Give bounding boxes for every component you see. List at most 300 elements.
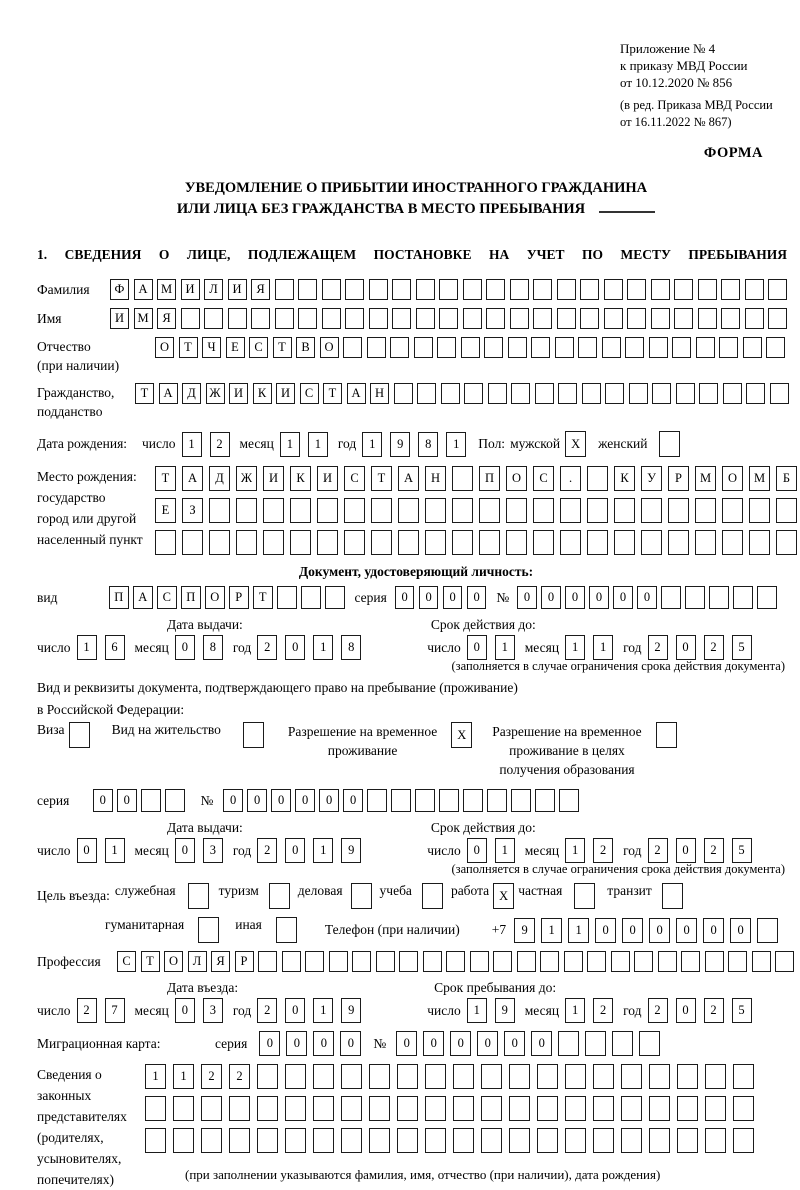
purpose-study: учеба	[380, 883, 443, 909]
surname-cells	[110, 279, 787, 300]
form-cell	[345, 279, 364, 300]
form-title-line2-wrap	[37, 199, 795, 220]
form-cell	[627, 308, 646, 329]
form-cell	[463, 279, 482, 300]
form-cell	[564, 951, 583, 972]
form-cell	[585, 1031, 606, 1056]
form-cell: X	[493, 883, 514, 909]
patronymic-label: Отчество (при наличии)	[37, 339, 120, 373]
form-cell	[209, 498, 230, 523]
month-label: месяц	[134, 1002, 169, 1018]
form-cell	[352, 951, 371, 972]
residence-permit-label: Вид на жительство	[111, 722, 221, 737]
form-cell: 0	[531, 1031, 552, 1056]
form-cell	[685, 586, 705, 609]
form-cell	[425, 530, 446, 555]
form-cell	[209, 530, 230, 555]
purpose-humanitarian-checkbox	[198, 917, 219, 943]
birth-place-label: Место рождения: государство город или другой населенный пункт	[37, 469, 143, 547]
passport-dates-row	[37, 635, 795, 660]
temp-residence-edu-label: Разрешение на временное проживание в целях получения образования	[492, 724, 642, 777]
rvp-expiry-note: (заполняется в случае ограничения срока действия документа)	[451, 862, 785, 876]
rvp-expiry-day	[467, 838, 515, 863]
rvp-issue-year	[257, 838, 361, 863]
form-cell	[181, 308, 200, 329]
annex-line: Приложение № 4	[620, 41, 716, 56]
form-cell	[695, 530, 716, 555]
form-cell	[627, 279, 646, 300]
day-label: число	[142, 436, 176, 451]
form-cell	[251, 308, 270, 329]
form-cell: Т	[179, 337, 198, 358]
form-cell: Ж	[236, 466, 257, 491]
form-cell	[367, 337, 386, 358]
form-cell: 0	[637, 586, 657, 609]
form-cell	[557, 279, 576, 300]
form-cell: Б	[776, 466, 797, 491]
form-cell: Я	[211, 951, 230, 972]
form-cell: 1	[280, 432, 300, 457]
form-cell: 3	[203, 838, 223, 863]
rvp-issue-group	[37, 838, 371, 863]
form-cell: 9	[341, 838, 361, 863]
form-cell: 9	[341, 998, 361, 1023]
residence-permit-options	[37, 722, 795, 779]
form-cell	[290, 530, 311, 555]
form-cell	[398, 530, 419, 555]
form-cell	[415, 789, 435, 812]
form-cell: 2	[210, 432, 230, 457]
form-cell	[705, 1096, 726, 1121]
form-cell	[535, 789, 555, 812]
form-cell: 2	[648, 998, 668, 1023]
identity-doc-kind-label: вид	[37, 589, 58, 605]
form-cell	[651, 308, 670, 329]
form-cell: Т	[155, 466, 176, 491]
form-cell	[560, 530, 581, 555]
rvp-dates-row	[37, 838, 795, 863]
citizenship-cells	[135, 383, 789, 404]
form-cell	[580, 279, 599, 300]
visa-option	[37, 722, 90, 748]
form-cell: П	[109, 586, 129, 609]
form-cell	[533, 308, 552, 329]
birth-place-row	[37, 466, 795, 562]
form-cell: 8	[341, 635, 361, 660]
form-cell	[182, 530, 203, 555]
month-label: месяц	[239, 436, 274, 451]
form-cell	[533, 530, 554, 555]
form-cell: 0	[703, 918, 724, 943]
form-cell	[510, 308, 529, 329]
form-cell: 2	[648, 635, 668, 660]
day-label: число	[37, 842, 71, 858]
form-cell: И	[228, 279, 247, 300]
section1-heading: 1. СВЕДЕНИЯ О ЛИЦЕ, ПОДЛЕЖАЩЕМ ПОСТАНОВКЕ НА УЧЕТ ПО МЕСТУ ПРЕБЫВАНИЯ	[37, 247, 787, 262]
form-cell: 0	[396, 1031, 417, 1056]
form-cell	[392, 308, 411, 329]
form-cell	[560, 498, 581, 523]
rvp-expiry-month	[565, 838, 613, 863]
form-cell	[535, 383, 554, 404]
form-cell	[537, 1064, 558, 1089]
form-cell: И	[263, 466, 284, 491]
purpose-humanitarian: гуманитарная	[105, 917, 219, 943]
form-cell: Я	[157, 308, 176, 329]
form-cell	[509, 1064, 530, 1089]
form-cell: Л	[204, 279, 223, 300]
form-cell: 1	[313, 998, 333, 1023]
purpose-tourism-checkbox	[269, 883, 290, 909]
form-cell: 0	[676, 838, 696, 863]
form-cell	[614, 498, 635, 523]
patronymic-cells	[155, 337, 785, 358]
form-cell: 0	[285, 998, 305, 1023]
form-cell	[757, 586, 777, 609]
form-cell: 0	[77, 838, 97, 863]
profession-cells	[117, 951, 794, 972]
form-title	[37, 178, 795, 220]
birth-year-cells	[362, 432, 466, 457]
form-cell	[343, 337, 362, 358]
form-cell	[481, 1128, 502, 1153]
form-cell	[649, 1064, 670, 1089]
form-cell: И	[317, 466, 338, 491]
form-cell	[479, 498, 500, 523]
citizenship-label: Гражданство, подданство	[37, 385, 115, 419]
title-blank-underline	[599, 211, 655, 213]
form-cell	[425, 498, 446, 523]
form-cell: 0	[285, 635, 305, 660]
purpose-row2	[37, 917, 795, 943]
form-cell	[580, 308, 599, 329]
year-label: год	[232, 639, 252, 655]
surname-row	[37, 279, 795, 300]
form-cell: П	[479, 466, 500, 491]
form-cell: 1	[568, 918, 589, 943]
form-cell	[705, 951, 724, 972]
form-cell	[745, 308, 764, 329]
form-cell	[721, 279, 740, 300]
form-cell: 9	[514, 918, 535, 943]
form-cell: С	[344, 466, 365, 491]
form-cell	[558, 1031, 579, 1056]
form-cell: 2	[704, 635, 724, 660]
representatives-note: (при заполнении указываются фамилия, имя, отчество (при наличии), дата рождения)	[185, 1167, 661, 1182]
form-cell	[439, 789, 459, 812]
form-cell: 8	[203, 635, 223, 660]
form-cell: В	[296, 337, 315, 358]
birth-place-cells-row1	[155, 466, 797, 491]
form-cell: 1	[541, 918, 562, 943]
identity-doc-row	[37, 586, 795, 609]
form-cell: 0	[504, 1031, 525, 1056]
form-cell: Ж	[206, 383, 225, 404]
form-cell	[649, 1096, 670, 1121]
passport-expiry-group	[427, 635, 761, 660]
sex-female-label: женский	[598, 436, 648, 451]
form-cell: 2	[648, 838, 668, 863]
form-cell	[509, 1096, 530, 1121]
form-cell	[651, 279, 670, 300]
month-label: месяц	[524, 842, 560, 858]
form-cell: 0	[419, 586, 439, 609]
form-cell	[533, 498, 554, 523]
form-cell	[593, 1064, 614, 1089]
stay-day	[467, 998, 515, 1023]
form-cell	[506, 498, 527, 523]
form-cell: А	[398, 466, 419, 491]
form-cell	[511, 789, 531, 812]
form-cell: Я	[251, 279, 270, 300]
form-cell: 0	[477, 1031, 498, 1056]
form-cell	[453, 1128, 474, 1153]
form-cell: Р	[668, 466, 689, 491]
form-cell	[351, 883, 372, 909]
form-cell	[422, 883, 443, 909]
phone-cells	[514, 918, 778, 943]
form-cell	[369, 308, 388, 329]
birth-day-cells	[182, 432, 230, 457]
entry-dates-row	[37, 998, 795, 1023]
representatives-cells-row3	[145, 1128, 754, 1153]
phone-prefix: +7	[491, 922, 507, 937]
form-cell	[414, 337, 433, 358]
form-cell: А	[347, 383, 366, 404]
form-cell	[155, 530, 176, 555]
form-cell: 0	[117, 789, 137, 812]
entry-year	[257, 998, 361, 1023]
form-cell: Д	[209, 466, 230, 491]
form-cell: 7	[105, 998, 125, 1023]
form-cell	[746, 383, 765, 404]
temp-residence-checkbox	[451, 722, 472, 748]
form-cell	[674, 308, 693, 329]
purpose-private: частная	[518, 883, 595, 909]
form-cell	[593, 1096, 614, 1121]
form-cell	[649, 337, 668, 358]
form-cell	[537, 1128, 558, 1153]
form-cell	[257, 1128, 278, 1153]
rvp-date-headers	[37, 820, 795, 836]
form-cell	[587, 530, 608, 555]
form-cell: О	[205, 586, 225, 609]
form-cell	[341, 1064, 362, 1089]
form-cell: 0	[622, 918, 643, 943]
profession-row	[37, 951, 795, 972]
form-cell: 0	[271, 789, 291, 812]
form-cell	[487, 789, 507, 812]
form-cell	[641, 530, 662, 555]
form-cell: 0	[467, 838, 487, 863]
form-cell	[484, 337, 503, 358]
identity-doc-number-label: №	[496, 589, 510, 605]
form-cell	[344, 498, 365, 523]
form-cell: X	[565, 431, 586, 457]
form-cell	[243, 722, 264, 748]
form-cell: 0	[423, 1031, 444, 1056]
form-cell: Н	[425, 466, 446, 491]
form-cell	[768, 308, 787, 329]
day-label: число	[427, 1002, 461, 1018]
form-cell	[582, 383, 601, 404]
form-cell: 1	[145, 1064, 166, 1089]
form-cell: 0	[395, 586, 415, 609]
form-cell: У	[641, 466, 662, 491]
year-label: год	[623, 639, 642, 655]
purpose-business-checkbox	[351, 883, 372, 909]
form-cell: 1	[565, 838, 585, 863]
form-cell	[723, 383, 742, 404]
rvp-expiry-group	[427, 838, 761, 863]
purpose-row1	[37, 883, 795, 909]
form-cell: Т	[135, 383, 154, 404]
form-cell: 1	[495, 635, 515, 660]
form-cell	[578, 337, 597, 358]
day-label: число	[37, 639, 71, 655]
visa-label: Виза	[37, 722, 65, 737]
annex-line: от 10.12.2020 № 856	[620, 75, 733, 90]
form-cell	[322, 308, 341, 329]
form-cell	[768, 279, 787, 300]
form-cell	[559, 789, 579, 812]
form-cell	[565, 1096, 586, 1121]
form-cell	[506, 530, 527, 555]
form-cell	[621, 1064, 642, 1089]
form-cell: З	[182, 498, 203, 523]
passport-expiry-year	[648, 635, 752, 660]
form-cell	[558, 383, 577, 404]
form-cell	[604, 279, 623, 300]
visa-checkbox	[69, 722, 90, 748]
form-cell: 1	[77, 635, 97, 660]
birth-date-row	[37, 431, 795, 457]
form-cell	[540, 951, 559, 972]
day-label: число	[427, 639, 461, 655]
form-cell	[298, 308, 317, 329]
form-cell	[229, 1096, 250, 1121]
form-cell	[681, 951, 700, 972]
form-cell: 2	[593, 998, 613, 1023]
form-cell	[397, 1064, 418, 1089]
form-cell	[416, 308, 435, 329]
year-label: год	[623, 842, 642, 858]
birth-place-cells-row2	[155, 498, 797, 523]
form-cell	[743, 337, 762, 358]
form-cell	[719, 337, 738, 358]
form-cell: К	[290, 466, 311, 491]
form-cell	[201, 1096, 222, 1121]
form-cell	[614, 530, 635, 555]
form-cell	[392, 279, 411, 300]
representatives-row	[37, 1064, 795, 1190]
form-cell	[676, 383, 695, 404]
identity-doc-series-label: серия	[354, 589, 387, 605]
form-cell	[752, 951, 771, 972]
form-cell: 5	[732, 838, 752, 863]
form-cell	[470, 951, 489, 972]
form-cell	[141, 789, 161, 812]
passport-expiry-header: Срок действия до:	[430, 617, 536, 632]
form-cell	[509, 1128, 530, 1153]
form-cell: Т	[371, 466, 392, 491]
form-cell: 6	[105, 635, 125, 660]
profession-label: Профессия	[37, 953, 101, 969]
temp-residence-edu-option	[492, 722, 676, 779]
purpose-transit: транзит	[607, 883, 683, 909]
form-cell	[587, 951, 606, 972]
form-cell: С	[249, 337, 268, 358]
entry-date-header: Дата въезда:	[167, 980, 239, 995]
form-cell	[770, 383, 789, 404]
form-cell: М	[749, 466, 770, 491]
annex-reference	[620, 40, 795, 131]
annex-edition-note	[620, 97, 795, 131]
form-cell	[425, 1064, 446, 1089]
form-cell: 0	[676, 918, 697, 943]
form-cell	[555, 337, 574, 358]
form-cell	[236, 498, 257, 523]
migration-card-label: Миграционная карта:	[37, 1035, 161, 1051]
passport-issue-group	[37, 635, 371, 660]
form-cell	[257, 1096, 278, 1121]
form-cell	[453, 1064, 474, 1089]
form-cell	[285, 1096, 306, 1121]
form-cell	[508, 337, 527, 358]
form-cell	[776, 530, 797, 555]
form-cell	[557, 308, 576, 329]
purpose-tourism: туризм	[219, 883, 290, 909]
sex-female-checkbox	[659, 431, 680, 457]
form-cell: А	[182, 466, 203, 491]
residence-doc-intro1: Вид и реквизиты документа, подтверждающего право на пребывание (проживание)	[37, 680, 518, 695]
form-cell: 1	[467, 998, 487, 1023]
form-cell	[486, 279, 505, 300]
birth-month-cells	[280, 432, 328, 457]
form-cell	[745, 279, 764, 300]
form-cell: 0	[259, 1031, 280, 1056]
form-cell: 0	[676, 998, 696, 1023]
rvp-series-label: серия	[37, 792, 70, 808]
form-cell: А	[133, 586, 153, 609]
form-cell: 1	[565, 998, 585, 1023]
form-cell	[641, 498, 662, 523]
form-cell: 2	[704, 998, 724, 1023]
form-cell: С	[300, 383, 319, 404]
form-cell	[652, 383, 671, 404]
form-cell: 5	[732, 998, 752, 1023]
purpose-official-checkbox	[188, 883, 209, 909]
migration-card-row	[37, 1031, 795, 1056]
form-cell: 3	[203, 998, 223, 1023]
form-cell: 1	[313, 635, 333, 660]
form-cell	[593, 1128, 614, 1153]
form-cell	[705, 1064, 726, 1089]
form-cell	[263, 498, 284, 523]
form-cell: Т	[323, 383, 342, 404]
patronymic-row	[37, 337, 795, 375]
form-cell	[733, 586, 753, 609]
form-cell: 0	[247, 789, 267, 812]
form-cell	[201, 1128, 222, 1153]
month-label: месяц	[524, 639, 560, 655]
rvp-issue-day	[77, 838, 125, 863]
sex-male-checkbox	[565, 431, 586, 457]
form-cell	[463, 308, 482, 329]
form-cell: М	[157, 279, 176, 300]
form-cell	[464, 383, 483, 404]
rvp-number-cells	[223, 789, 579, 812]
